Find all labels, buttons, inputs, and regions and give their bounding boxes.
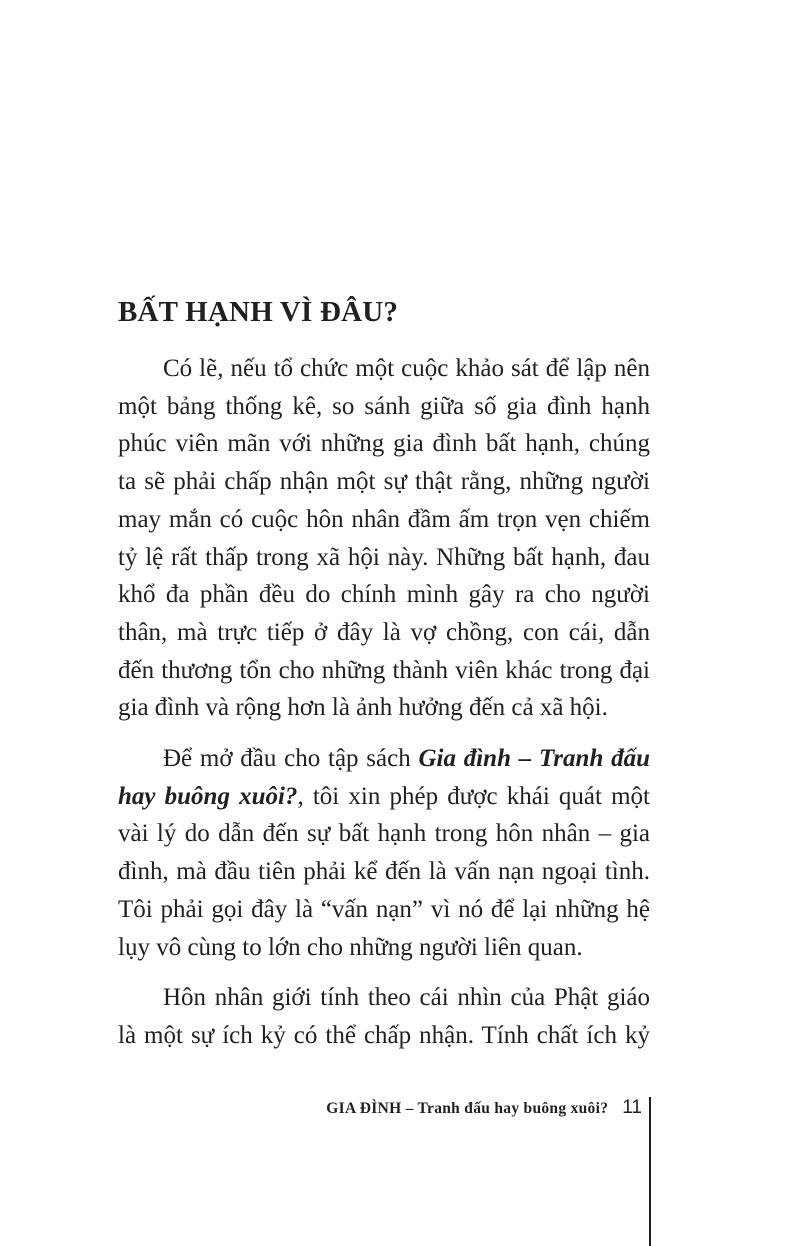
paragraph-1: Có lẽ, nếu tổ chức một cuộc khảo sát để lập nên một bảng thống kê, so sánh giữa số gia đình hạnh phúc viên mãn với những gia đình bất hạnh, chúng ta sẽ phải chấp nhận một sự thật rằng, những người may mắn có cuộc hôn nhân đầm ấm trọn vẹn chiếm tỷ lệ rất thấp trong xã hội này. Những bất hạnh, đau khổ đa phần đều do chính mình gây ra cho người thân, mà trực tiếp ở đây là vợ chồng, con cái, dẫn đến thương tổn cho những thành viên khác trong đại gia đình và rộng hơn là ảnh hưởng đến cả xã hội.: [118, 355, 650, 722]
body-text: [118, 350, 650, 1068]
paragraph-2: [118, 740, 650, 966]
paragraph-2-rest: , tôi xin phép được khái quát một vài lý do dẫn đến sự bất hạnh trong hôn nhân – gia đình, mà đầu tiên phải kể đến là vấn nạn ngoại tình. Tôi phải gọi đây là “vấn nạn” vì nó để lại những hệ lụy vô cùng to lớn cho những người liên quan.: [118, 782, 650, 961]
running-title: GIA ĐÌNH – Tranh đấu hay buông xuôi?: [326, 1100, 609, 1117]
paragraph-3: Hôn nhân giới tính theo cái nhìn của Phật giáo là một sự ích kỷ có thể chấp nhận. Tính chất ích kỷ: [118, 984, 650, 1049]
section-heading: BẤT HẠNH VÌ ĐÂU?: [118, 296, 399, 328]
page-number: 11: [622, 1097, 642, 1118]
paragraph-2-intro: Để mở đầu cho tập sách: [163, 745, 419, 773]
footer-divider: [649, 1097, 651, 1246]
book-title: Gia đình – Tranh đấu hay buông xuôi?: [118, 745, 650, 810]
page-footer: [326, 1097, 642, 1119]
